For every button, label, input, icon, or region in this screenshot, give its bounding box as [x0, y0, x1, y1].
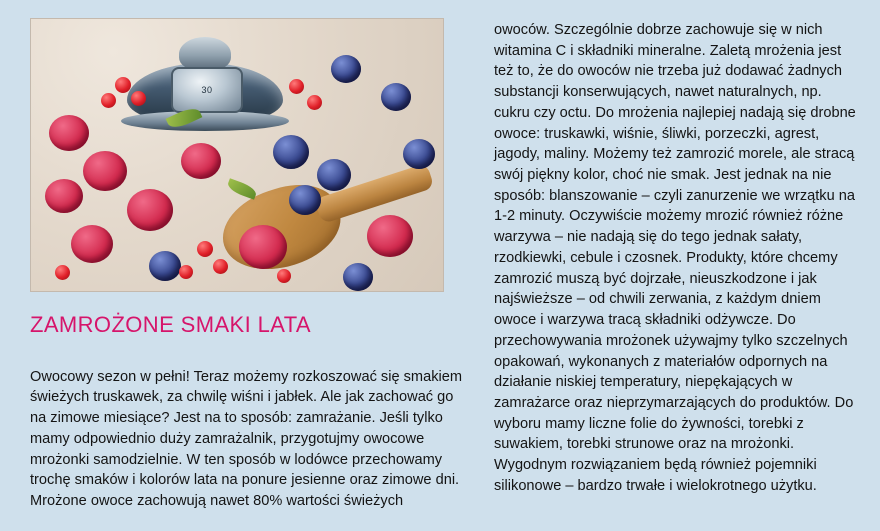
- redcurrant: [55, 265, 70, 280]
- redcurrant: [277, 269, 291, 283]
- raspberry: [367, 215, 413, 257]
- redcurrant: [213, 259, 228, 274]
- article-body-right: [494, 20, 858, 497]
- redcurrant: [289, 79, 304, 94]
- blueberry: [273, 135, 309, 169]
- article-body-left: [30, 367, 470, 512]
- raspberry: [45, 179, 83, 213]
- berries-and-pressure-cooker-photo: [30, 18, 444, 292]
- redcurrant: [101, 93, 116, 108]
- raspberry: [71, 225, 113, 263]
- pot-rim: [121, 111, 289, 131]
- blueberry: [343, 263, 373, 291]
- blueberry: [289, 185, 321, 215]
- page-title: ZAMROŻONE SMAKI LATA: [30, 312, 311, 337]
- left-column: [30, 18, 470, 517]
- blueberry: [381, 83, 411, 111]
- redcurrant: [115, 77, 131, 93]
- raspberry: [83, 151, 127, 191]
- redcurrant: [307, 95, 322, 110]
- redcurrant: [131, 91, 146, 106]
- right-column: [494, 18, 858, 517]
- raspberry: [239, 225, 287, 269]
- pressure-cooker-icon: [127, 37, 283, 133]
- blueberry: [403, 139, 435, 169]
- raspberry: [181, 143, 221, 179]
- raspberry: [49, 115, 89, 151]
- redcurrant: [197, 241, 213, 257]
- pot-gauge: 30: [171, 67, 243, 113]
- raspberry: [127, 189, 173, 231]
- pot-knob: [179, 37, 231, 71]
- blueberry: [317, 159, 351, 191]
- redcurrant: [179, 265, 193, 279]
- article-paragraph-right: owoców. Szczególnie dobrze zachowuje się w nich witamina C i składniki mineralne. Zaletą mrożenia jest też to, że do owoców nie trzeba już dodawać żadnych substancji konserwujących, nawet naturalnych, np. cukru czy octu. Do mrożenia najlepiej nadają się drobne owoce: truskawki, wiśnie, śliwki, porzeczki, agrest, jagody, maliny. Możemy też zamrozić morele, ale stracą swój piękny kolor, choć nie smak. Jest jednak na nie sposób: blanszowanie – czyli zanurzenie we wrzątku na 1-2 minuty. Oczywiście możemy mrozić również różne warzywa – nie nadają się do tego jednak sałaty, rzodkiewki, cebule i czosnek. Produkty, które chcemy zamrozić muszą być dojrzałe, nieuszkodzone i jak najświeższe – od chwili zerwania, z każdym dniem owoce i warzywa tracą składniki odżywcze. Do przechowywania mrożonek używajmy tylko szczelnych opakowań, wykonanych z materiałów odpornych na działanie niskiej temperatury, niepękających w zamrażarce oraz nieprzymarzających do produktów. Do wyboru mamy liczne folie do żywności, torebki z suwakiem, torebki strunowe oraz na mrożonki. Wygodnym rozwiązaniem będą również pojemniki silikonowe – bardzo trwałe i wielokrotnego użytku.: [494, 22, 856, 494]
- blueberry: [149, 251, 181, 281]
- article-paragraph-left: Owocowy sezon w pełni! Teraz możemy rozkoszować się smakiem świeżych truskawek, za chwilę wiśni i jabłek. Ale jak zachować go na zimowe miesiące? Jest na to sposób: zamrażanie. Jeśli tylko mamy odpowiednio duży zamrażalnik, przygotujmy owocowe mrożonki samodzielnie. W ten sposób w lodówce przechowamy trochę smaków i kolorów lata na ponure jesienne oraz zimowe dni. Mrożone owoce zachowują nawet 80% wartości świeżych: [30, 368, 463, 510]
- blueberry: [331, 55, 361, 83]
